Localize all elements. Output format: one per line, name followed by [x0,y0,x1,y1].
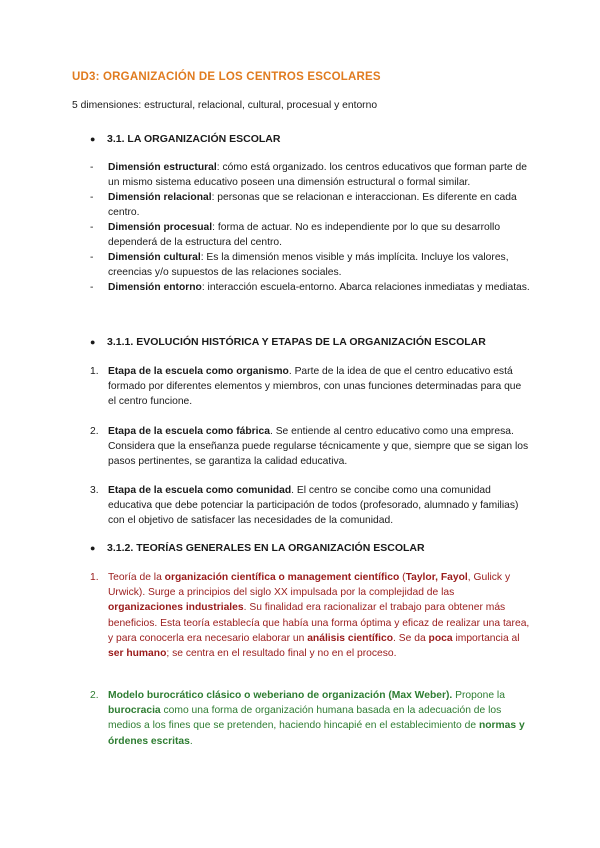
item-number: 2. [90,690,99,701]
list-item-text: Dimensión entorno: interacción escuela-entorno. Abarca relaciones inmediatas y mediatas. [108,282,530,293]
list-item-text: Dimensión estructural: cómo está organizado. los centros educativos que forman parte de un mismo sistema educativo poseen una dimensión estructural o formal similar. [108,162,527,188]
dash-marker: - [90,222,94,233]
stage-text: Etapa de la escuela como fábrica. Se entiende al centro educativo como una empresa. Considera que la enseñanza puede regularse técnicamente y que, siempre que se sigan los pasos pertinentes, se garantiza la calidad educativa. [108,426,529,468]
list-item [90,280,530,295]
dimension-list [90,160,530,295]
section-heading-3-1-1 [90,336,486,348]
page-title: UD3: ORGANIZACIÓN DE LOS CENTROS ESCOLARES [72,71,381,83]
dash-marker: - [90,162,94,173]
list-item-text: Dimensión cultural: Es la dimensión menos visible y más implícita. Incluye los valores, creencias y/o supuestos de las relaciones sociales. [108,252,509,278]
section-heading-text: 3.1. LA ORGANIZACIÓN ESCOLAR [107,133,281,145]
section-heading-text: 3.1.1. EVOLUCIÓN HISTÓRICA Y ETAPAS DE LA ORGANIZACIÓN ESCOLAR [107,336,486,348]
dash-marker: - [90,282,94,293]
theory-text: Modelo burocrático clásico o weberiano de organización (Max Weber). Propone la burocracia como una forma de organización humana basada en la adecuación de los medios a los fines que se pretenden, haciendo hincapié en el establecimiento de normas y órdenes escritas. [108,690,525,747]
item-number: 1. [90,366,99,377]
list-item [90,160,530,190]
intro-text: 5 dimensiones: estructural, relacional, cultural, procesual y entorno [72,100,378,111]
theory-text: Teoría de la organización científica o management científico (Taylor, Fayol, Gulick y Urwick). Surge a principios del siglo XX impulsada por la complejidad de las organizaciones industriales. Su finalidad era racionalizar el trabajo para obtener más beneficios. Esta teoría establecía que había una forma óptima y eficaz de realizar una tarea, y para conocerla era necesario elaborar un análisis científico. Se da poca importancia al ser humano; se centra en el resultado final y no en el proceso. [108,572,530,660]
bullet-icon: ● [90,134,96,144]
stage-item [90,364,530,410]
item-number: 1. [90,572,99,583]
list-item-text: Dimensión procesual: forma de actuar. No es independiente por lo que su desarrollo dependerá de la estructura del centro. [108,222,501,248]
item-number: 3. [90,485,99,496]
theory-item-bureaucratic [90,688,530,749]
item-number: 2. [90,426,99,437]
section-heading-3-1-2 [90,542,425,554]
section-heading-text: 3.1.2. TEORÍAS GENERALES EN LA ORGANIZACIÓN ESCOLAR [107,542,425,554]
list-item [90,250,530,280]
theory-item-scientific [90,570,530,661]
bullet-icon: ● [90,543,96,553]
dash-marker: - [90,192,94,203]
stage-item [90,424,530,470]
bullet-icon: ● [90,337,96,347]
stage-item [90,483,530,529]
stage-text: Etapa de la escuela como comunidad. El centro se concibe como una comunidad educativa que debe potenciar la participación de todos (profesorado, alumnado y familias) con el objetivo de satisfacer las necesidades de la comunidad. [108,485,519,527]
dash-marker: - [90,252,94,263]
stage-text: Etapa de la escuela como organismo. Parte de la idea de que el centro educativo está formado por diferentes elementos y miembros, con unas funciones determinadas para que el centro funcione. [108,366,522,408]
list-item [90,220,530,250]
section-heading-3-1 [90,133,280,145]
list-item-text: Dimensión relacional: personas que se relacionan e interaccionan. Es diferente en cada centro. [108,192,517,218]
list-item [90,190,530,220]
